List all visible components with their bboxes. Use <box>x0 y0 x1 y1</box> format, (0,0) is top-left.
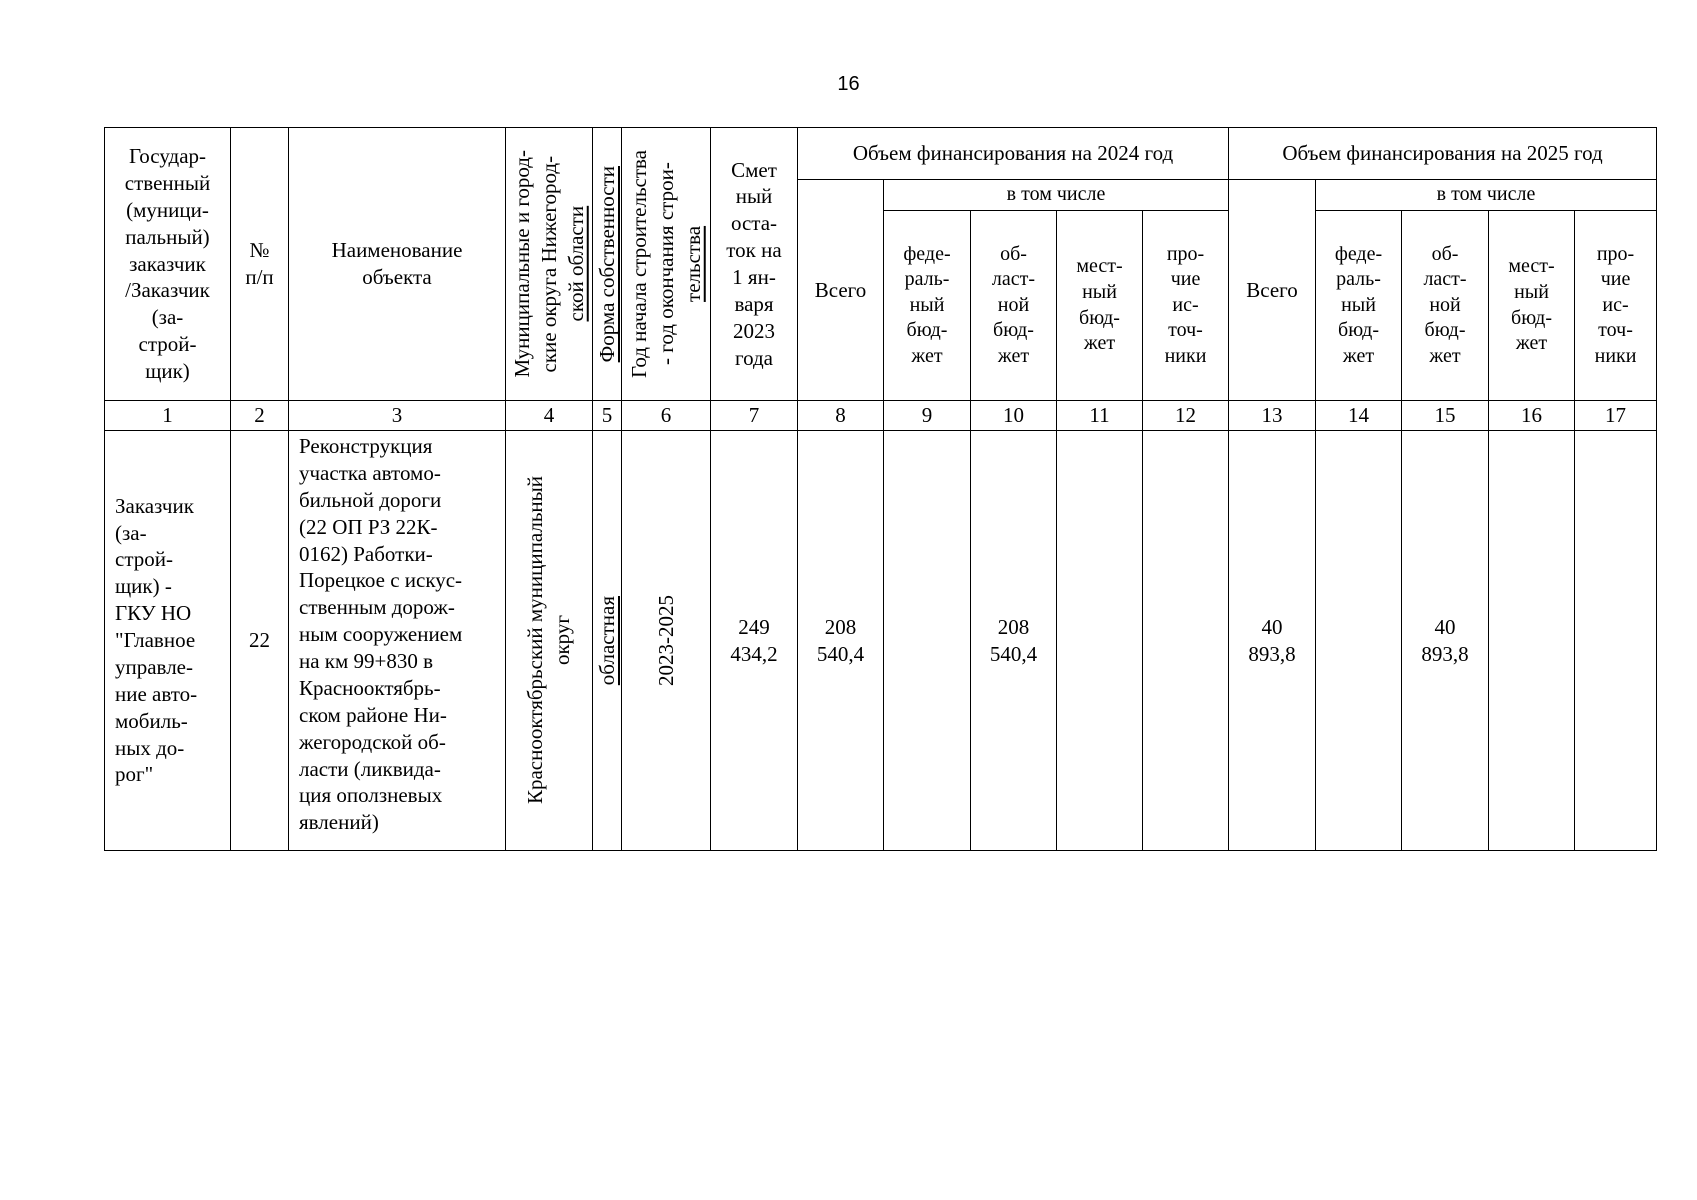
column-number: 3 <box>289 401 506 431</box>
header-customer: Государ- ственный (муници- пальный) заказчик /Заказчик (за- строй- щик) <box>105 128 231 401</box>
row-estimated-balance: 249 434,2 <box>711 431 798 851</box>
header-financing-2025: Объем финансирования на 2025 год <box>1229 128 1657 180</box>
row-2024-federal <box>884 431 971 851</box>
table-row <box>105 431 1657 851</box>
row-object-name: Реконструкция участка автомо- бильной дороги (22 ОП РЗ 22К- 0162) Работки- Порецкое с искус- ственным дорож- ным сооружением на км 99+830 в Краснооктябрь- ском районе Ни- жегородской об- ласти (ликвида- ция оползневых явлений) <box>289 431 506 851</box>
row-customer: Заказчик (за- строй- щик) - ГКУ НО "Главное управле- ние авто- мобиль- ных до- рог" <box>105 431 231 851</box>
row-construction-years: 2023-2025 <box>622 431 711 851</box>
page-number: 16 <box>837 73 860 95</box>
header-estimated-balance: Смет ный оста- ток на 1 ян- варя 2023 года <box>711 128 798 401</box>
column-number: 2 <box>231 401 289 431</box>
column-number: 5 <box>593 401 622 431</box>
column-number: 10 <box>971 401 1057 431</box>
header-financing-2024: Объем финансирования на 2024 год <box>798 128 1229 180</box>
column-number: 6 <box>622 401 711 431</box>
column-number: 1 <box>105 401 231 431</box>
header-construction-years: Год начала строительства - год окончания строи- тельства <box>622 128 711 401</box>
row-2025-local <box>1489 431 1575 851</box>
row-ownership-form: областная <box>593 431 622 851</box>
financing-table <box>104 127 1657 851</box>
header-ownership-form: Форма собственности <box>593 128 622 401</box>
header-2024-including: в том числе <box>884 180 1229 211</box>
row-2025-other <box>1575 431 1657 851</box>
column-number-row <box>105 401 1657 431</box>
row-municipal-district: Краснооктябрьский муниципальный округ <box>506 431 593 851</box>
column-number: 4 <box>506 401 593 431</box>
column-number: 12 <box>1143 401 1229 431</box>
row-2024-local <box>1057 431 1143 851</box>
column-number: 7 <box>711 401 798 431</box>
header-2025-including: в том числе <box>1316 180 1657 211</box>
header-2024-regional: об- ласт- ной бюд- жет <box>971 211 1057 401</box>
column-number: 13 <box>1229 401 1316 431</box>
header-object-name: Наименование объекта <box>289 128 506 401</box>
column-number: 9 <box>884 401 971 431</box>
column-number: 14 <box>1316 401 1402 431</box>
column-number: 16 <box>1489 401 1575 431</box>
column-number: 8 <box>798 401 884 431</box>
header-2024-other: про- чие ис- точ- ники <box>1143 211 1229 401</box>
header-2024-total: Всего <box>798 180 884 401</box>
row-number: 22 <box>231 431 289 851</box>
column-number: 11 <box>1057 401 1143 431</box>
header-municipal-district: Муниципальные и город- ские округа Нижегород- ской области <box>506 128 593 401</box>
header-2025-regional: об- ласт- ной бюд- жет <box>1402 211 1489 401</box>
header-number: № п/п <box>231 128 289 401</box>
row-2024-regional: 208 540,4 <box>971 431 1057 851</box>
header-2025-total: Всего <box>1229 180 1316 401</box>
header-2025-other: про- чие ис- точ- ники <box>1575 211 1657 401</box>
row-2024-total: 208 540,4 <box>798 431 884 851</box>
header-2024-local: мест- ный бюд- жет <box>1057 211 1143 401</box>
row-2025-total: 40 893,8 <box>1229 431 1316 851</box>
row-2024-other <box>1143 431 1229 851</box>
row-2025-federal <box>1316 431 1402 851</box>
column-number: 15 <box>1402 401 1489 431</box>
row-2025-regional: 40 893,8 <box>1402 431 1489 851</box>
header-2024-federal: феде- раль- ный бюд- жет <box>884 211 971 401</box>
header-2025-local: мест- ный бюд- жет <box>1489 211 1575 401</box>
column-number: 17 <box>1575 401 1657 431</box>
header-2025-federal: феде- раль- ный бюд- жет <box>1316 211 1402 401</box>
